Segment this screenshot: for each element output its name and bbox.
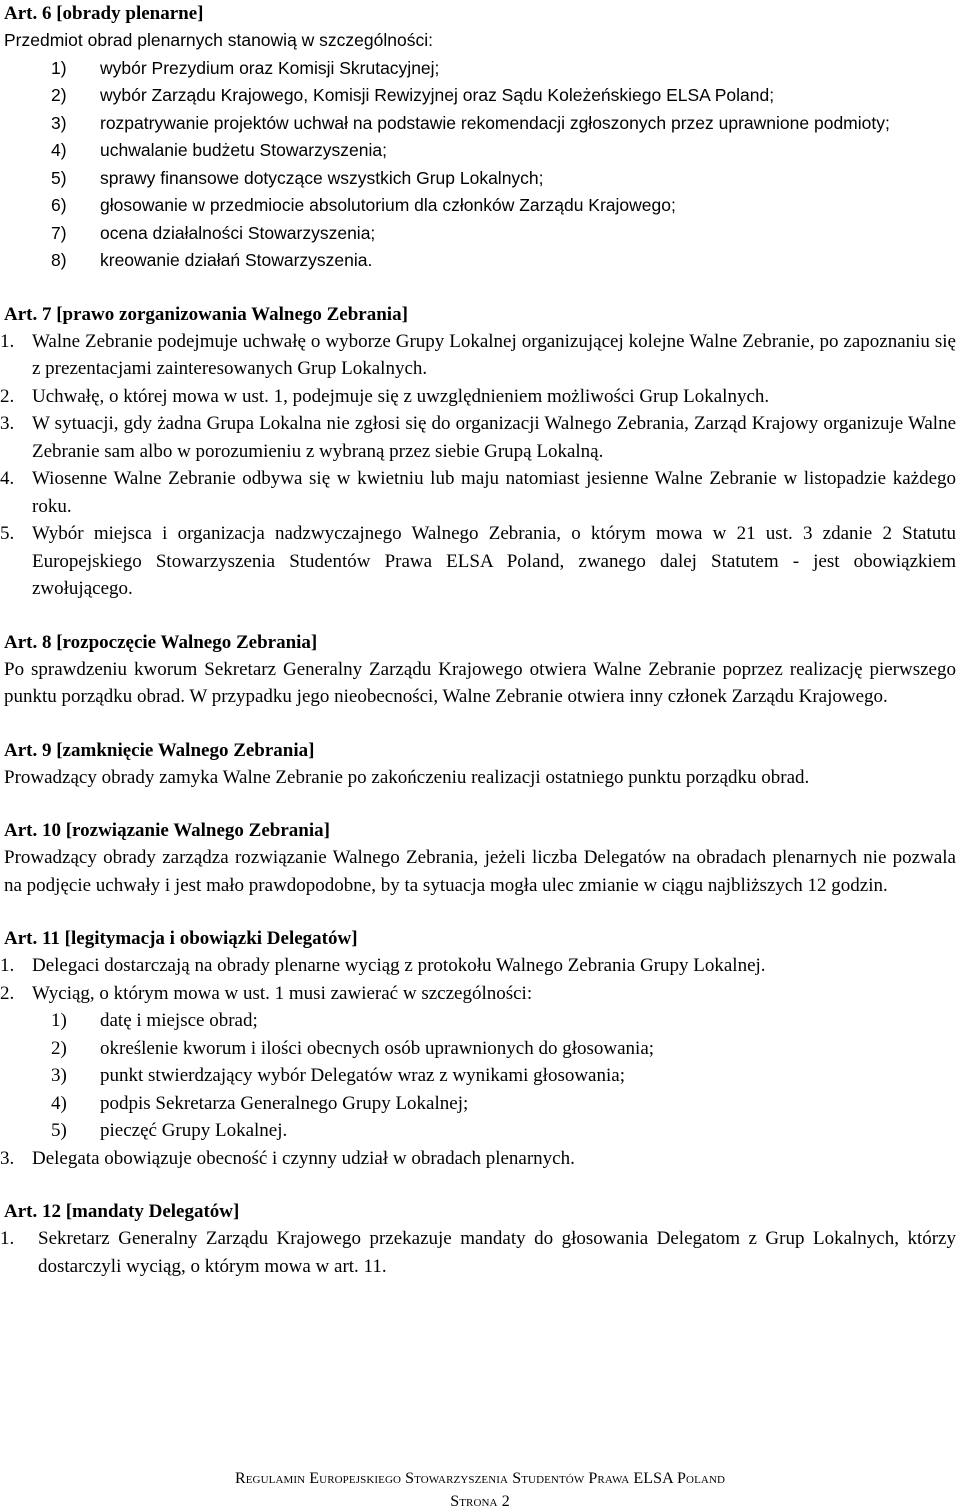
article-text: Prowadzący obrady zarządza rozwiązanie Walnego Zebrania, jeżeli liczba Delegatów na obradach plenarnych nie pozwala na podjęcie uchwały i jest mało prawdopodobne, by ta sytuacja mogła ulec zmianie w ciągu najbliższych 12 godzin. bbox=[4, 847, 956, 896]
list-item: 4) uchwalanie budżetu Stowarzyszenia; bbox=[51, 140, 387, 160]
list-item: 1) wybór Prezydium oraz Komisji Skrutacyjnej; bbox=[51, 57, 440, 78]
page-number: Strona 2 bbox=[450, 1493, 510, 1510]
numbered-paragraph: 1. Delegaci dostarczają na obrady plenarne wyciąg z protokołu Walnego Zebrania Grupy Lokalnej. bbox=[0, 955, 766, 976]
article-12 bbox=[0, 1198, 956, 1280]
article-heading: Art. 9 [zamknięcie Walnego Zebrania] bbox=[4, 739, 315, 761]
list-item: 2) określenie kworum i ilości obecnych osób uprawnionych do głosowania; bbox=[51, 1037, 655, 1059]
article-heading: Art. 6 [obrady plenarne] bbox=[4, 3, 204, 24]
article-11-list bbox=[4, 1007, 956, 1145]
list-item: 5) pieczęć Grupy Lokalnej. bbox=[51, 1120, 288, 1141]
numbered-paragraph: 4. Wiosenne Walne Zebranie odbywa się w kwietniu lub maju natomiast jesienne Walne Zebranie w listopadzie każdego roku. bbox=[0, 468, 956, 517]
numbered-paragraph: 2. Wyciąg, o którym mowa w ust. 1 musi zawierać w szczególności: bbox=[0, 982, 533, 1004]
article-intro: Przedmiot obrad plenarnych stanowią w szczególności: bbox=[4, 30, 433, 50]
numbered-paragraph: 2. Uchwałę, o której mowa w ust. 1, podejmuje się z uwzględnieniem możliwości Grup Lokalnych. bbox=[0, 385, 770, 407]
article-heading: Art. 8 [rozpoczęcie Walnego Zebrania] bbox=[4, 631, 318, 653]
article-heading: Art. 7 [prawo zorganizowania Walnego Zebrania] bbox=[4, 303, 408, 325]
list-item: 4) podpis Sekretarza Generalnego Grupy Lokalnej; bbox=[51, 1092, 469, 1114]
numbered-paragraph: 1. Walne Zebranie podejmuje uchwałę o wyborze Grupy Lokalnej organizującej kolejne Walne Zebranie, po zapoznaniu się z prezentacjami zainteresowanych Grup Lokalnych. bbox=[0, 330, 956, 379]
list-item: 7) ocena działalności Stowarzyszenia; bbox=[51, 222, 376, 243]
article-8 bbox=[4, 629, 956, 711]
article-heading: Art. 12 [mandaty Delegatów] bbox=[4, 1201, 240, 1222]
list-item: 2) wybór Zarządu Krajowego, Komisji Rewizyjnej oraz Sądu Koleżeńskiego ELSA Poland; bbox=[51, 85, 775, 105]
article-9 bbox=[4, 737, 956, 792]
numbered-paragraph: 3. W sytuacji, gdy żadna Grupa Lokalna nie zgłosi się do organizacji Walnego Zebrania, Zarząd Krajowy organizuje Walne Zebranie sam albo w porozumieniu z wybraną przez siebie Grupą Lokalną. bbox=[0, 413, 956, 462]
numbered-paragraph: 3. Delegata obowiązuje obecność i czynny udział w obradach plenarnych. bbox=[0, 1147, 575, 1169]
list-item: 3) punkt stwierdzający wybór Delegatów wraz z wynikami głosowania; bbox=[51, 1065, 625, 1086]
list-item: 8) kreowanie działań Stowarzyszenia. bbox=[51, 250, 373, 270]
article-6 bbox=[4, 0, 956, 275]
list-item: 5) sprawy finansowe dotyczące wszystkich Grup Lokalnych; bbox=[51, 167, 544, 188]
numbered-paragraph: 5. Wybór miejsca i organizacja nadzwyczajnego Walnego Zebrania, o którym mowa w 21 ust. 3 zdanie 2 Statutu Europejskiego Stowarzyszenia Studentów Prawa ELSA Poland, zwanego dalej Statutem - jest obowiązkiem zwołującego. bbox=[0, 523, 956, 599]
list-item: 6) głosowanie w przedmiocie absolutorium dla członków Zarządu Krajowego; bbox=[51, 195, 676, 215]
numbered-paragraph: 1. Sekretarz Generalny Zarządu Krajowego przekazuje mandaty do głosowania Delegatom z Grup Lokalnych, którzy dostarczyli wyciąg, o którym mowa w art. 11. bbox=[0, 1228, 956, 1277]
article-heading: Art. 11 [legitymacja i obowiązki Delegatów] bbox=[4, 928, 358, 949]
article-7 bbox=[0, 301, 956, 603]
article-6-list bbox=[4, 55, 956, 275]
article-10 bbox=[4, 817, 956, 899]
article-text: Prowadzący obrady zamyka Walne Zebranie po zakończeniu realizacji ostatniego punktu porządku obrad. bbox=[4, 766, 810, 788]
list-item: 1) datę i miejsce obrad; bbox=[51, 1010, 258, 1031]
list-item: 3) rozpatrywanie projektów uchwał na podstawie rekomendacji zgłoszonych przez uprawnione podmioty; bbox=[51, 112, 890, 133]
article-11 bbox=[0, 925, 956, 1172]
footer-title: Regulamin Europejskiego Stowarzyszenia Studentów Prawa ELSA Poland bbox=[234, 1470, 726, 1487]
article-text: Po sprawdzeniu kworum Sekretarz Generalny Zarządu Krajowego otwiera Walne Zebranie poprzez realizację pierwszego punktu porządku obrad. W przypadku jego nieobecności, Walne Zebranie otwiera inny członek Zarządu Krajowego. bbox=[4, 658, 956, 707]
article-heading: Art. 10 [rozwiązanie Walnego Zebrania] bbox=[4, 820, 330, 841]
